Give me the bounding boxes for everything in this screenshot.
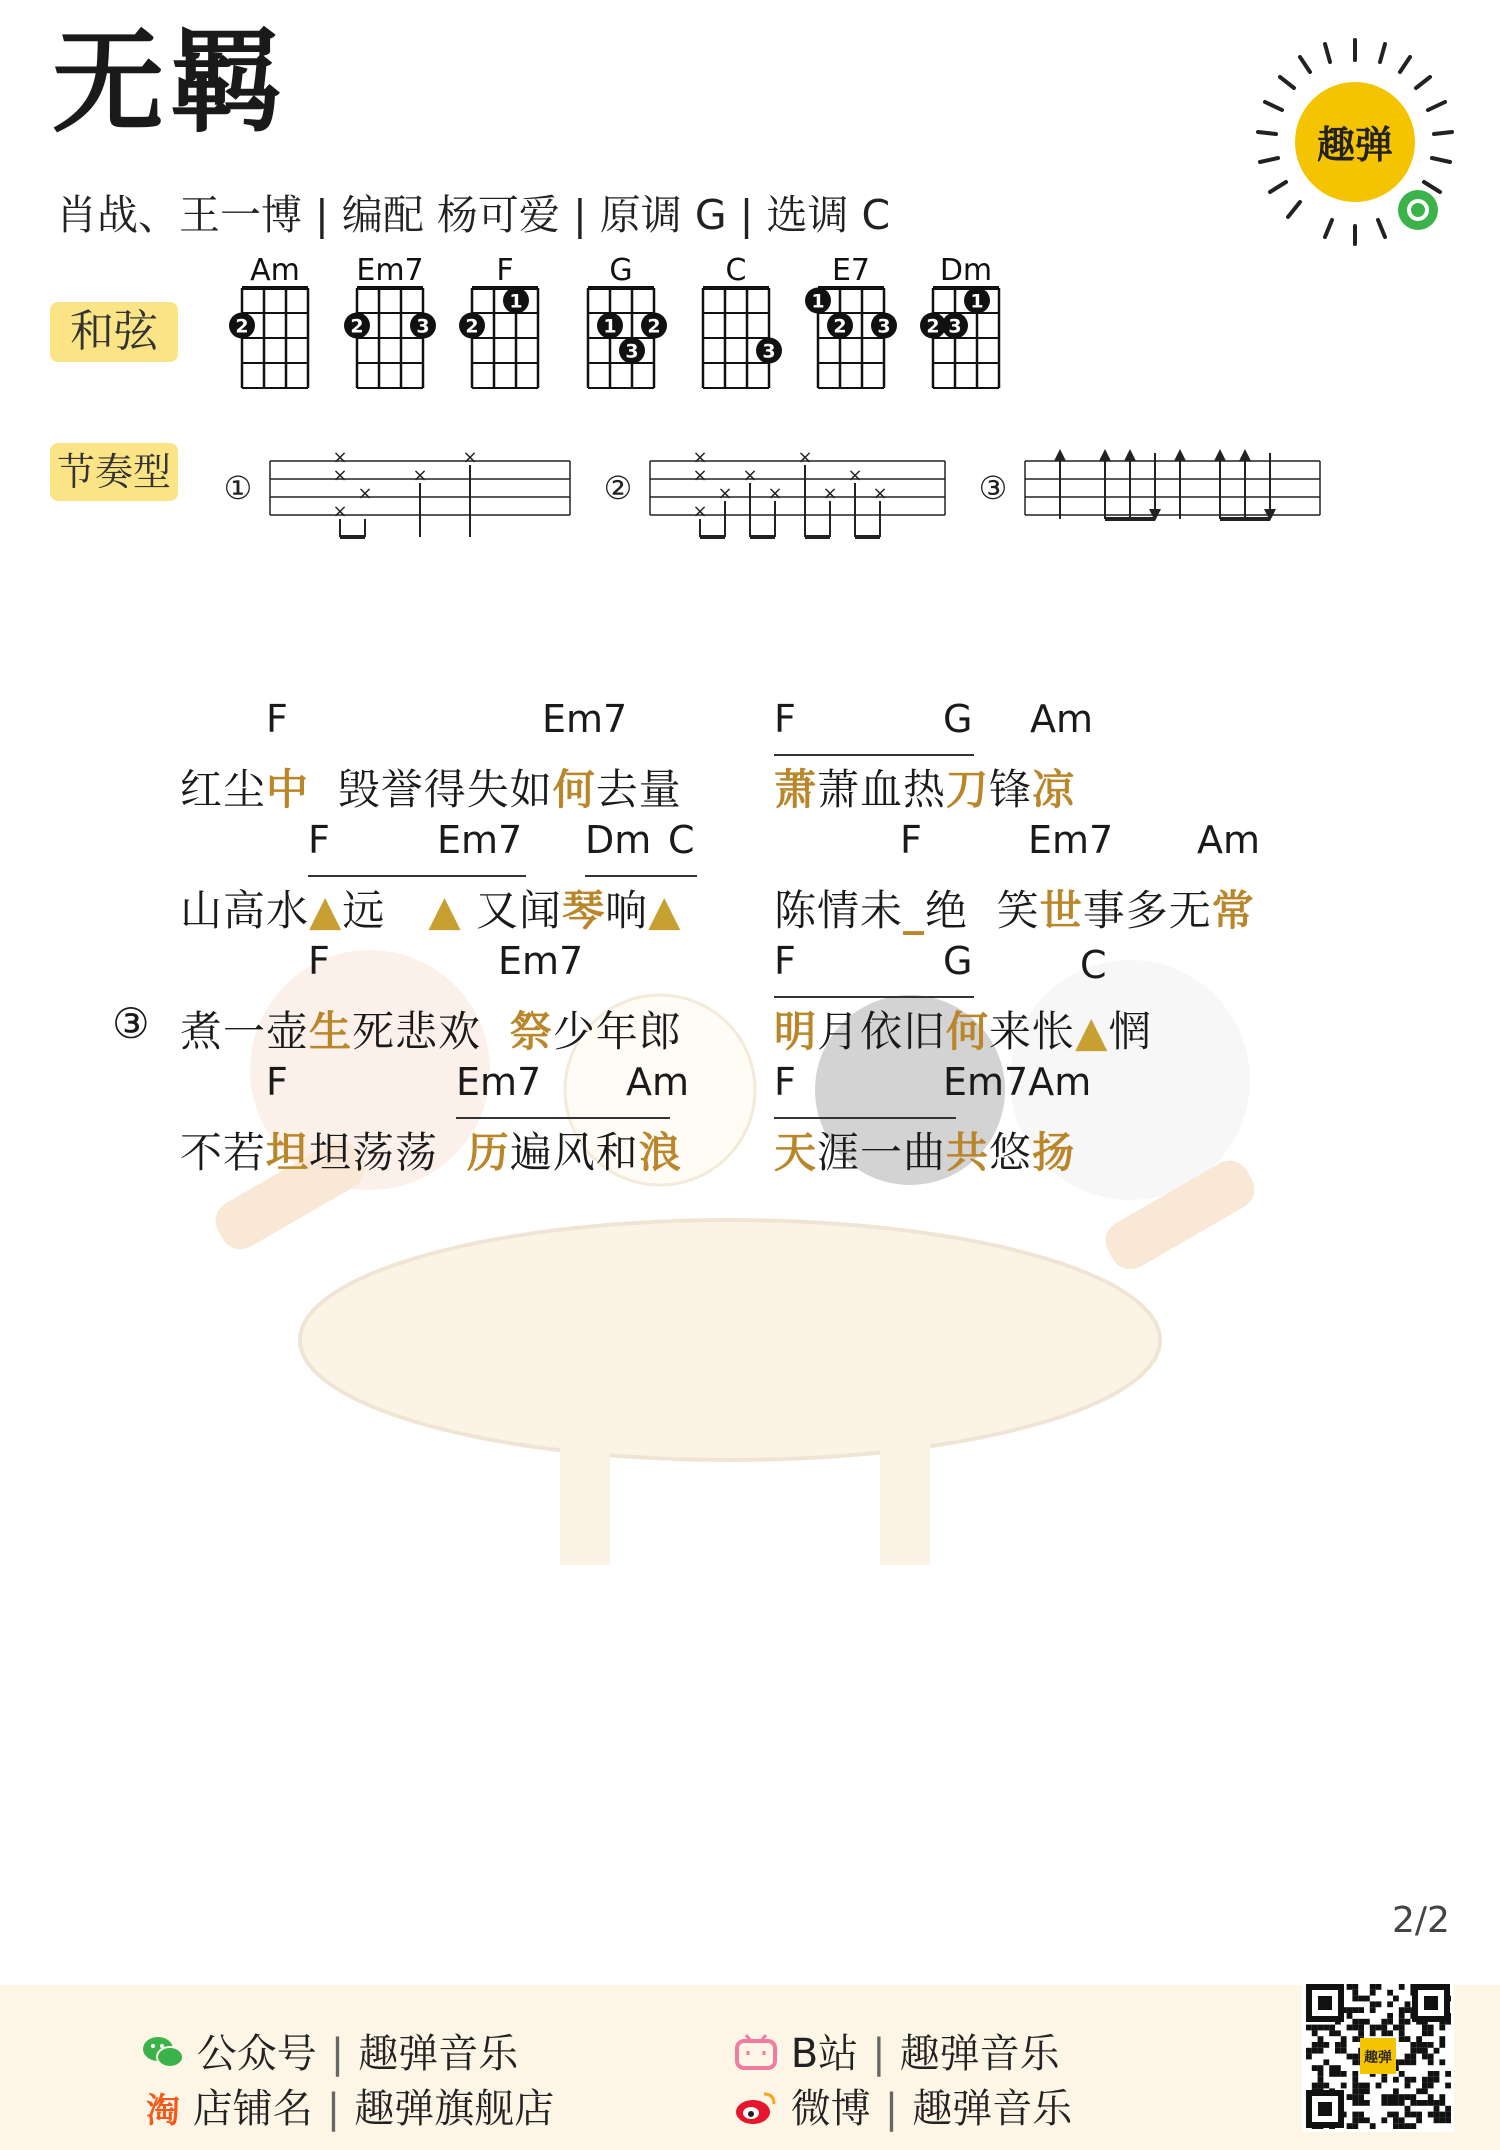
strum-up-arrow [1054,449,1066,461]
rhythm-tag: 节奏型 [50,443,178,501]
chord-diagram [459,253,538,388]
chord-name: Em7 [356,253,424,288]
chord-name: Am [250,253,300,288]
chord-name: E7 [831,253,871,288]
strum-up-arrow [1174,449,1186,461]
weibo-icon [734,2088,778,2126]
chord-span-line [585,875,697,877]
rhythm-label: ① [223,469,253,507]
footer-shop: 淘 店铺名 | 趣弹旗舰店 [146,2086,555,2132]
chord-label: F [308,818,330,862]
strum-x: × [847,465,863,486]
finger-number: 2 [647,315,661,338]
chord-label: Em7 [456,1060,542,1104]
rhythm-pattern [604,447,945,537]
chord-label: Dm [585,818,652,862]
lyric-line: 红尘中 毁誉得失如何去量 [180,765,682,814]
chord-label: F [900,818,922,862]
chord-name: F [496,253,514,288]
finger-number: 3 [625,340,639,363]
chord-label: F [774,1060,796,1104]
chord-name: G [609,253,633,288]
chord-label: C [1080,943,1107,987]
chord-label: F [774,939,796,983]
strum-up-arrow [1239,449,1251,461]
finger-number: 2 [350,315,364,338]
wechat-icon [142,2035,184,2071]
lyric-line: 明月依旧何来怅▲惘 [774,1007,1152,1056]
bilibili-label: B站 [790,2031,859,2077]
footer-wechat: 公众号 | 趣弹音乐 [142,2022,518,2079]
qr-logo-text: 趣弹 [1364,2050,1392,2066]
lyric-line: 陈情未_绝 笑世事多无常 [774,886,1255,935]
taobao-icon: 淘 [146,2091,180,2131]
chord-label: Em7 [542,697,628,741]
bilibili-value: 趣弹音乐 [899,2031,1060,2077]
strum-x: × [822,483,838,504]
chord-label: G [943,939,973,983]
wechat-value: 趣弹音乐 [358,2031,519,2077]
chord-label: Em7 [498,939,584,983]
chord-label: F [774,697,796,741]
chord-label: Am [626,1060,690,1104]
chord-diagram [229,253,308,388]
finger-number: 3 [877,315,891,338]
finger-number: 2 [926,315,940,338]
quttan-logo [1240,32,1470,262]
chord-label: Em7Am [943,1060,1092,1104]
wechat-label: 公众号 [196,2031,317,2077]
chord-name: Dm [939,253,993,288]
strum-x: × [692,465,708,486]
finger-number: 2 [235,315,249,338]
strum-x: × [742,465,758,486]
strum-x: × [797,447,813,468]
chord-label: F [266,697,288,741]
chord-diagram [805,253,897,388]
strum-x: × [332,465,348,486]
chord-label: G [943,697,973,741]
lyric-line: 煮一壶生死悲欢 祭少年郎 [180,1007,682,1056]
strum-x: × [717,483,733,504]
footer-weibo: 微博 | 趣弹音乐 [734,2077,1072,2134]
strum-up-arrow [1099,449,1111,461]
rhythm-pattern [979,449,1320,521]
song-credits: 肖战、王一博 | 编配 杨可爱 | 原调 G | 选调 C [56,191,891,239]
strum-up-arrow [1124,449,1136,461]
chord-label: Am [1197,818,1261,862]
strum-x: × [332,501,348,522]
strum-x: × [767,483,783,504]
strum-x: × [357,483,373,504]
finger-number: 3 [416,315,430,338]
strum-up-arrow [1214,449,1226,461]
chords-tag: 和弦 [50,302,178,362]
page-number: 2/2 [1392,1900,1450,1941]
footer-bilibili: B站 | 趣弹音乐 [734,2022,1060,2079]
lyric-line: 不若坦坦荡荡 历遍风和浪 [180,1128,682,1177]
verse-marker: ③ [112,999,151,1048]
strum-x: × [692,501,708,522]
rhythm-patterns [210,437,1340,547]
strum-x: × [412,465,428,486]
lyric-line: 萧萧血热刀锋凉 [774,765,1076,814]
chord-span-line [774,754,974,756]
strum-x: × [332,447,348,468]
strum-x: × [462,447,478,468]
chord-span-line [774,996,974,998]
chord-span-line [774,1117,956,1119]
logo-text: 趣弹 [1316,123,1394,167]
chord-label: Em7 [437,818,523,862]
finger-number: 1 [811,290,825,313]
chord-diagram [344,253,436,388]
chord-label: Am [1030,697,1094,741]
finger-number: 1 [509,290,523,313]
chord-span-line [456,1117,670,1119]
weibo-label: 微博 [790,2086,871,2132]
strum-x: × [872,483,888,504]
chord-span-line [308,875,526,877]
weibo-value: 趣弹音乐 [912,2086,1073,2132]
chord-diagrams [210,252,1030,402]
lyric-line: 天涯一曲共悠扬 [774,1128,1076,1177]
finger-number: 3 [948,315,962,338]
chord-label: F [266,1060,288,1104]
qr-code [1302,1980,1454,2132]
strum-x: × [692,447,708,468]
rhythm-label: ② [603,469,633,507]
finger-number: 2 [465,315,479,338]
bilibili-icon [734,2033,778,2071]
lyric-line: 山高水▲远 ▲ 又闻琴响▲ [180,886,682,935]
chord-diagram [920,253,999,388]
shop-label: 店铺名 [192,2086,313,2132]
chord-diagram [703,253,782,388]
chord-label: F [308,939,330,983]
chord-label: C [668,818,695,862]
song-title: 无羁 [52,18,288,148]
finger-number: 1 [603,315,617,338]
finger-number: 3 [762,340,776,363]
rhythm-pattern [224,447,570,537]
chord-name: C [725,253,747,288]
rhythm-label: ③ [978,469,1008,507]
finger-number: 2 [833,315,847,338]
chord-label: Em7 [1028,818,1114,862]
chord-diagram [588,253,667,388]
shop-value: 趣弹旗舰店 [354,2086,555,2132]
finger-number: 1 [970,290,984,313]
